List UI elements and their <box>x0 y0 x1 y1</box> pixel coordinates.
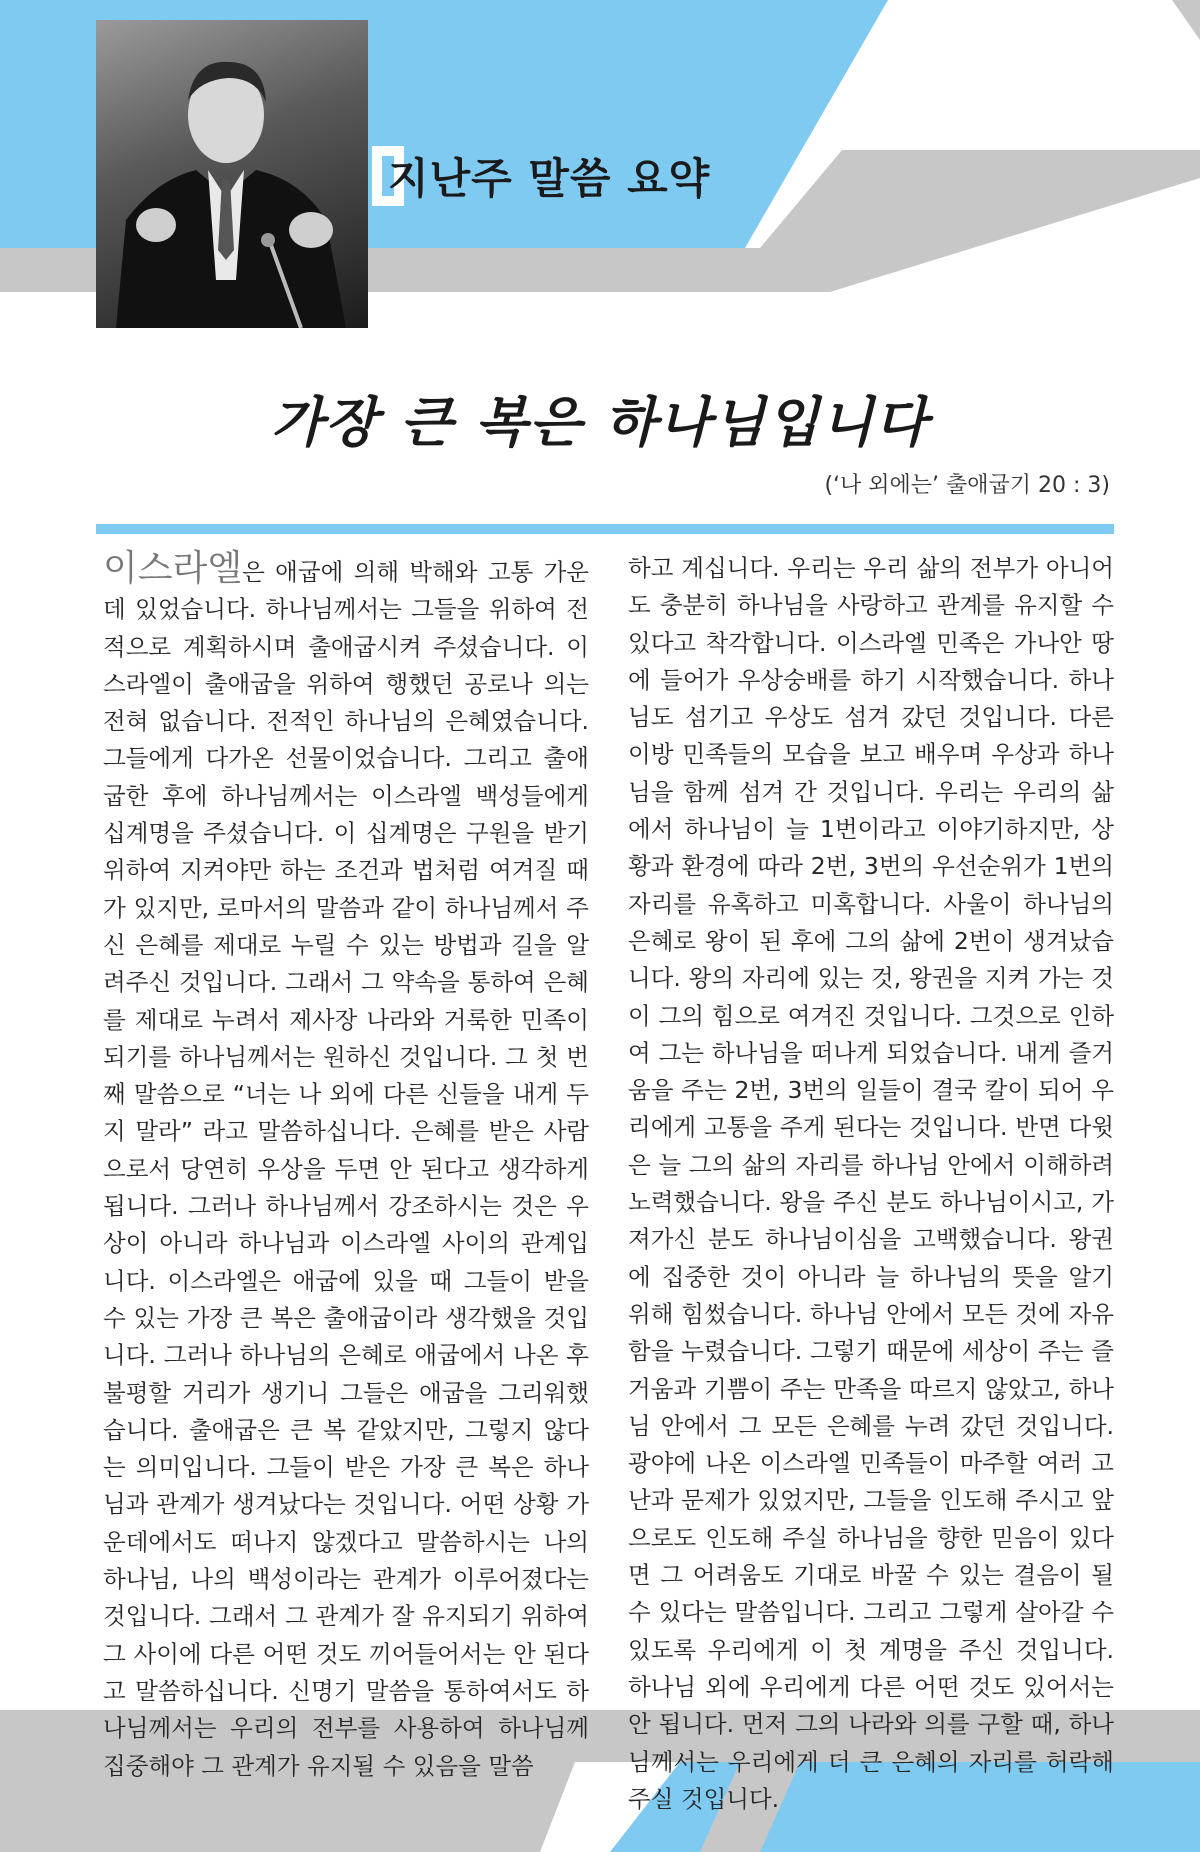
preacher-photo <box>96 20 368 328</box>
body-column-left <box>103 550 589 1785</box>
body-text-right: 하고 계십니다. 우리는 우리 삶의 전부가 아니어도 충분히 하나님을 사랑하고 관계를 유지할 수 있다고 착각합니다. 이스라엘 민족은 가나안 땅에 들어가 우상숭배를 하기 시작했습니다. 하나님도 섬기고 우상도 섬겨 갔던 것입니다. 다른 이방 민족들의 모습을 보고 배우며 우상과 하나님을 함께 섬겨 간 것입니다. 우리는 우리의 삶에서 하나님이 늘 1번이라고 이야기하지만, 상황과 환경에 따라 2번, 3번의 우선순위가 1번의 자리를 유혹하고 미혹합니다. 사울이 하나님의 은혜로 왕이 된 후에 그의 삶에 2번이 생겨났습니다. 왕의 자리에 있는 것, 왕권을 지켜 가는 것이 그의 힘으로 여겨진 것입니다. 그것으로 인하여 그는 하나님을 떠나게 되었습니다. 내게 즐거움을 주는 2번, 3번의 일들이 결국 칼이 되어 우리에게 고통을 주게 된다는 것입니다. 반면 다윗은 늘 그의 삶의 자리를 하나님 안에서 이해하려 노력했습니다. 왕을 주신 분도 하나님이시고, 가져가신 분도 하나님이심을 고백했습니다. 왕권에 집중한 것이 아니라 늘 하나님의 뜻을 알기 위해 힘썼습니다. 하나님 안에서 모든 것에 자유함을 누렸습니다. 그렇기 때문에 세상이 주는 즐거움과 기쁨이 주는 만족을 따르지 않았고, 하나님 안에서 그 모든 은혜를 누려 갔던 것입니다. 광야에 나온 이스라엘 민족들이 마주할 여러 고난과 문제가 있었지만, 그들을 인도해 주시고 앞으로도 인도해 주실 하나님을 향한 믿음이 있다면 그 어려움도 기대로 바꿀 수 있는 결음이 될 수 있다는 말씀입니다. 그리고 그렇게 살아갈 수 있도록 우리에게 이 첫 계명을 주신 것입니다. 하나님 외에 우리에게 다른 어떤 것도 있어서는 안 됩니다. 먼저 그의 나라와 의를 구할 때, 하나님께서는 우리에게 더 큰 은혜의 자리를 허락해 주실 것입니다. <box>628 554 1114 1813</box>
body-text-left: 은 애굽에 의해 박해와 고통 가운데 있었습니다. 하나님께서는 그들을 위하여 전적으로 계획하시며 출애굽시켜 주셨습니다. 이스라엘이 출애굽을 위하여 행했던 공로나 의는 전혀 없습니다. 전적인 하나님의 은혜였습니다. 그들에게 다가온 선물이었습니다. 그리고 출애굽한 후에 하나님께서는 이스라엘 백성들에게 십계명을 주셨습니다. 이 십계명은 구원을 받기 위하여 지켜야만 하는 조건과 법처럼 여겨질 때가 있지만, 로마서의 말씀과 같이 하나님께서 주신 은혜를 제대로 누릴 수 있는 방법과 길을 알려주신 것입니다. 그래서 그 약속을 통하여 은혜를 제대로 누려서 제사장 나라와 거룩한 민족이 되기를 하나님께서는 원하신 것입니다. 그 첫 번째 말씀으로 “너는 나 외에 다른 신들을 내게 두지 말라” 라고 말씀하십니다. 은혜를 받은 사람으로서 당연히 우상을 두면 안 된다고 생각하게 됩니다. 그러나 하나님께서 강조하시는 것은 우상이 아니라 하나님과 이스라엘 사이의 관계입니다. 이스라엘은 애굽에 있을 때 그들이 받을 수 있는 가장 큰 복은 출애굽이라 생각했을 것입니다. 그러나 하나님의 은혜로 애굽에서 나온 후 불평할 거리가 생기니 그들은 애굽을 그리워했습니다. 출애굽은 큰 복 같았지만, 그렇지 않다는 의미입니다. 그들이 받은 가장 큰 복은 하나님과 관계가 생겨났다는 것입니다. 어떤 상황 가운데에서도 떠나지 않겠다고 말씀하시는 나의 하나님, 나의 백성이라는 관계가 이루어졌다는 것입니다. 그래서 그 관계가 잘 유지되기 위하여 그 사이에 다른 어떤 것도 끼어들어서는 안 된다고 말씀하십니다. 신명기 말씀을 통하여서도 하나님께서는 우리의 전부를 사용하여 하나님께 집중해야 그 관계가 유지될 수 있음을 말씀 <box>103 558 589 1780</box>
sermon-title: 가장 큰 복은 하나님입니다 <box>270 390 930 454</box>
section-title: 지난주 말씀 요약 <box>388 154 711 203</box>
body-column-right <box>628 550 1114 1818</box>
scripture-reference: (‘나 외에는’ 출애굽기 20 : 3) <box>824 473 1110 498</box>
title-divider <box>96 524 1114 534</box>
lead-word: 이스라엘 <box>103 548 243 589</box>
top-right-gray-corner <box>1172 0 1200 40</box>
